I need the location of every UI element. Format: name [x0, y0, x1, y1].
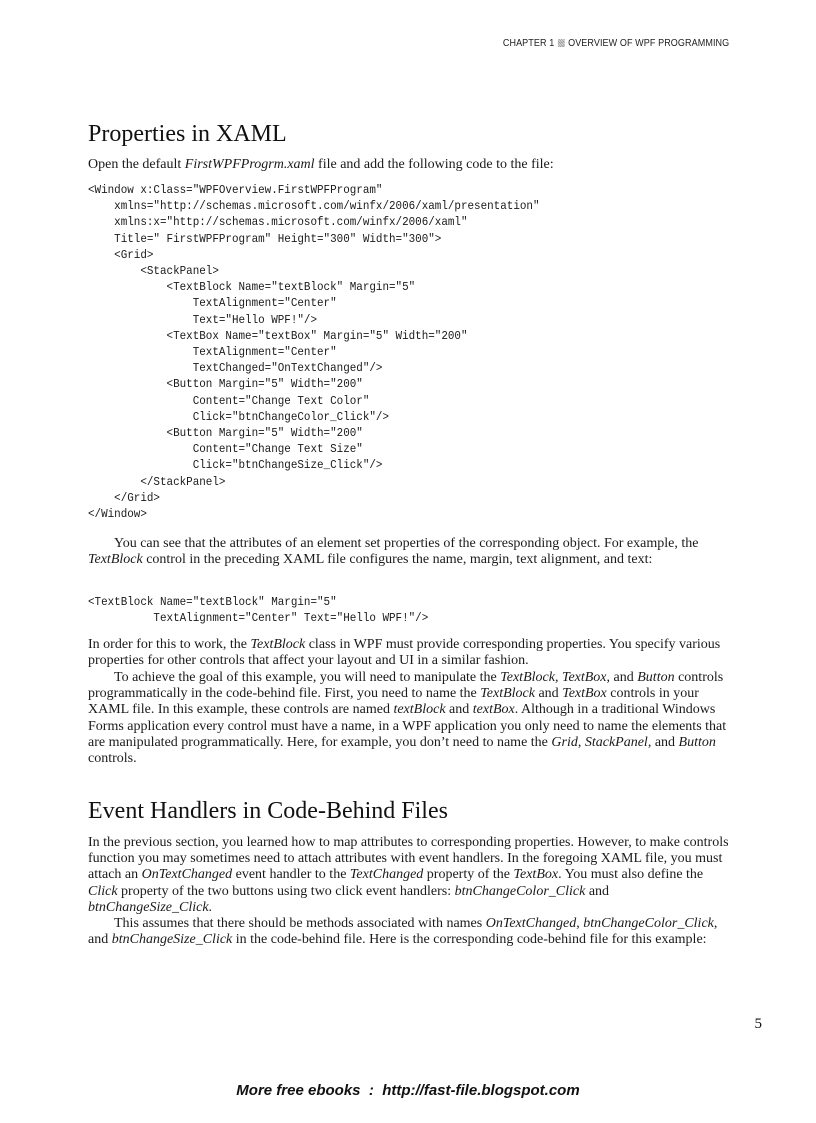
footer-promo: [0, 1082, 816, 1099]
chapter-number: CHAPTER 1: [502, 37, 555, 49]
previous-section-paragraph: In the previous section, you learned how to map attributes to corresponding properties. However, to make controls function you may sometimes need to attach attributes with event handlers. In the foregoing XAML file, you must attach an OnTextChanged event handler to the TextChanged property of the TextBox. You must also define the Click property of the two buttons using two click event handlers: btnChangeColor_Click and btnChangeSize_Click.: [88, 835, 729, 915]
attributes-paragraph: You can see that the attributes of an element set properties of the corresponding object. For example, the TextBlock control in the preceding XAML file configures the name, margin, text alignment, and text:: [88, 536, 699, 568]
running-header: [503, 37, 729, 49]
file-name: FirstWPFProgrm.xaml: [184, 157, 315, 172]
footer-url-link[interactable]: http://fast-file.blogspot.com: [382, 1082, 580, 1099]
textblock-code-listing: <TextBlock Name="textBlock" Margin="5" TextAlignment="Center" Text="Hello WPF!"/>: [88, 595, 429, 626]
goal-paragraph: To achieve the goal of this example, you will need to manipulate the TextBlock, TextBox, and Button controls programmatically in the code-behind file. First, you need to name the TextBlock and TextBox controls in your XAML file. In this example, these controls are named textBlock and textBox. Although in a traditional Windows Forms application every control must have a name, in a WPF application you only need to name the elements that are manipulated programmatically. Here, for example, you don’t need to name the Grid, StackPanel, and Button controls.: [88, 670, 727, 767]
xaml-code-listing: <Window x:Class="WPFOverview.FirstWPFProgram" xmlns="http://schemas.microsoft.com/winfx/2006/xaml/presentation" xmlns:x="http://schemas.microsoft.com/winfx/2006/xaml" Title=" FirstWPFProgram" Height="300" Width="300"> <Grid> <StackPanel> <TextBlock Name="textBlock" Margin="5" TextAlignment="Center" Text="Hello WPF!"/> <TextBox Name="textBox" Margin="5" Width="200" TextAlignment="Center" TextChanged="OnTextChanged"/> <Button Margin="5" Width="200" Content="Change Text Color" Click="btnChangeColor_Click"/> <Button Margin="5" Width="200" Content="Change Text Size" Click="btnChangeSize_Click"/> </StackPanel> </Grid> </Window>: [88, 183, 540, 522]
assumption-paragraph: This assumes that there should be methods associated with names OnTextChanged, btnChangeColor_Click, and btnChangeSize_Click in the code-behind file. Here is the corresponding code-behind file for this example:: [88, 916, 718, 948]
footer-label: More free ebooks: [236, 1082, 361, 1099]
chapter-title: OVERVIEW OF WPF PROGRAMMING: [567, 37, 729, 49]
section-heading-properties-in-xaml: Properties in XAML: [88, 121, 287, 147]
order-paragraph: In order for this to work, the TextBlock class in WPF must provide corresponding properties. You specify various properties for other controls that affect your layout and UI in a similar fashion.: [88, 637, 721, 669]
intro-paragraph: Open the default FirstWPFProgrm.xaml file and add the following code to the file:: [88, 157, 554, 172]
section-heading-event-handlers: Event Handlers in Code-Behind Files: [88, 798, 448, 824]
separator-square-icon: [557, 39, 564, 47]
page-number: 5: [754, 1016, 762, 1032]
footer-colon: :: [368, 1082, 374, 1099]
